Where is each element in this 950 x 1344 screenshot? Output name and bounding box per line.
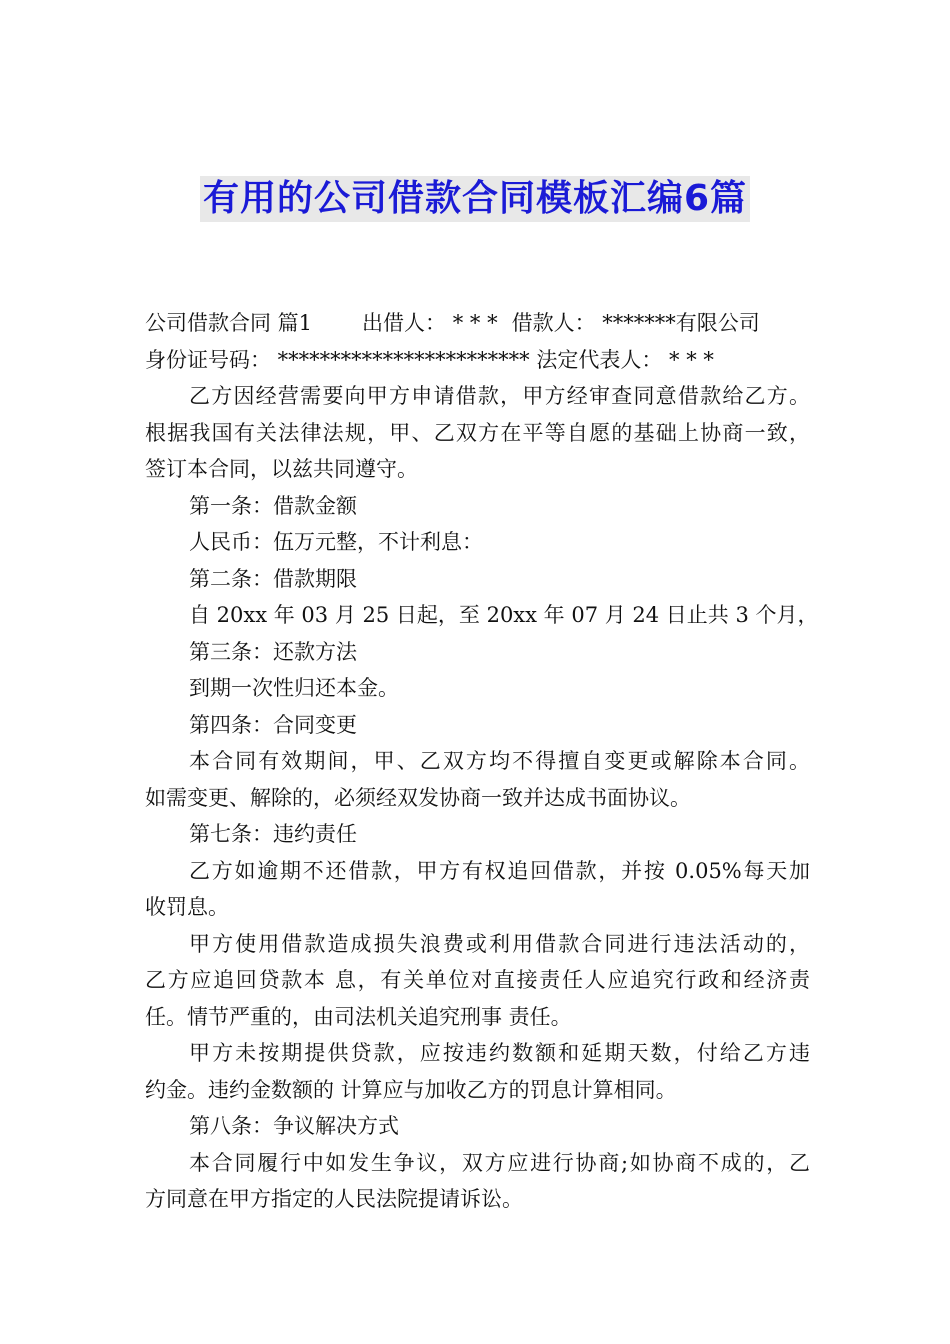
clause-heading: 第八条：争议解决方式 <box>189 1114 399 1138</box>
clause-heading: 第一条：借款金额 <box>189 493 357 518</box>
id-line <box>145 342 810 379</box>
paragraph-line: 根据我国有关法律法规，甲、乙双方在平等自愿的基础上协商一致， <box>145 420 810 445</box>
paragraph-line: 本合同履行中如发生争议，双方应进行协商;如协商不成的，乙 <box>189 1150 810 1175</box>
paragraph-line: 约金。违约金数额的 计算应与加收乙方的罚息计算相同。 <box>145 1077 677 1102</box>
paragraph-line: 甲方使用借款造成损失浪费或利用借款合同进行违法活动的， <box>189 931 810 956</box>
paragraph-line: 任。情节严重的，由司法机关追究刑事 责任。 <box>145 1004 572 1029</box>
document-title: 有用的公司借款合同模板汇编6篇 <box>200 176 750 222</box>
paragraph-line: 如需变更、解除的，必须经双发协商一致并达成书面协议。 <box>145 785 691 810</box>
paragraph-line: 到期一次性归还本金。 <box>189 676 399 700</box>
title-container <box>0 176 950 222</box>
paragraph-line: 乙方应追回贷款本 息，有关单位对直接责任人应追究行政和经济责 <box>145 968 810 992</box>
paragraph-line: 自 20xx 年 03 月 25 日起，至 20xx 年 07 月 24 日止共 3 个月， <box>189 603 819 627</box>
paragraph-line: 本合同有效期间，甲、乙双方均不得擅自变更或解除本合同。 <box>189 749 810 773</box>
clause-heading: 第三条：还款方法 <box>189 639 357 664</box>
clause-heading: 第四条：合同变更 <box>189 712 357 737</box>
paragraph-line: 乙方因经营需要向甲方申请借款，甲方经审查同意借款给乙方。 <box>189 384 810 408</box>
lender-field: 出借人： * * * <box>362 311 498 335</box>
paragraph-line: 收罚息。 <box>145 895 229 919</box>
document-body <box>145 305 819 1218</box>
id-number-field: 身份证号码： ************************ <box>145 347 530 372</box>
clause-heading: 第七条：违约责任 <box>189 822 357 846</box>
paragraph-line: 人民币：伍万元整，不计利息： <box>189 530 483 554</box>
paragraph-line: 签订本合同，以兹共同遵守。 <box>145 457 418 481</box>
header-line <box>145 305 810 342</box>
paragraph-line: 甲方未按期提供贷款，应按违约数额和延期天数，付给乙方违 <box>189 1041 810 1065</box>
clause-heading: 第二条：借款期限 <box>189 566 357 591</box>
paragraph-line: 方同意在甲方指定的人民法院提请诉讼。 <box>145 1187 523 1211</box>
legal-rep-field: 法定代表人： * * * <box>536 347 714 372</box>
contract-heading: 公司借款合同 篇1 <box>145 311 313 335</box>
borrower-field: 借款人： *******有限公司 <box>511 311 760 335</box>
paragraph-line: 乙方如逾期不还借款，甲方有权追回借款，并按 0.05%每天加 <box>189 858 810 883</box>
